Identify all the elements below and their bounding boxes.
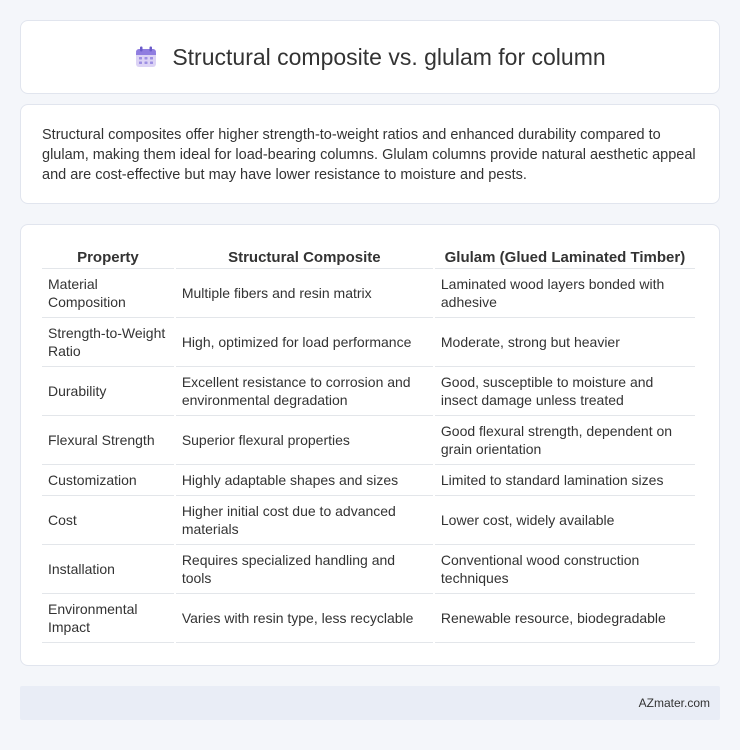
glulam-cell: Good, susceptible to moisture and insect damage unless treated — [435, 367, 695, 416]
composite-cell: Excellent resistance to corrosion and environmental degradation — [176, 367, 433, 416]
calendar-icon — [134, 45, 158, 69]
comparison-table — [40, 243, 697, 643]
glulam-cell: Conventional wood construction techniques — [435, 545, 695, 594]
title-card — [20, 20, 720, 94]
table-row — [42, 545, 695, 594]
property-cell: Installation — [42, 545, 174, 594]
table-row — [42, 318, 695, 367]
glulam-cell: Lower cost, widely available — [435, 496, 695, 545]
glulam-cell: Renewable resource, biodegradable — [435, 594, 695, 643]
page-title: Structural composite vs. glulam for column — [172, 43, 606, 70]
property-cell: Strength-to-Weight Ratio — [42, 318, 174, 367]
glulam-cell: Good flexural strength, dependent on grain orientation — [435, 416, 695, 465]
property-cell: Material Composition — [42, 269, 174, 318]
composite-cell: Requires specialized handling and tools — [176, 545, 433, 594]
property-cell: Cost — [42, 496, 174, 545]
summary-card — [20, 104, 720, 204]
table-row — [42, 496, 695, 545]
table-row — [42, 269, 695, 318]
composite-cell: Superior flexural properties — [176, 416, 433, 465]
footer-bar — [20, 686, 720, 720]
composite-cell: Multiple fibers and resin matrix — [176, 269, 433, 318]
property-cell: Customization — [42, 465, 174, 496]
composite-cell: Varies with resin type, less recyclable — [176, 594, 433, 643]
column-header-glulam: Glulam (Glued Laminated Timber) — [435, 243, 695, 269]
footer-brand: AZmater.com — [638, 696, 710, 710]
table-row — [42, 594, 695, 643]
property-cell: Environmental Impact — [42, 594, 174, 643]
glulam-cell: Limited to standard lamination sizes — [435, 465, 695, 496]
comparison-table-card — [20, 224, 720, 666]
glulam-cell: Moderate, strong but heavier — [435, 318, 695, 367]
property-cell: Durability — [42, 367, 174, 416]
property-cell: Flexural Strength — [42, 416, 174, 465]
summary-text: Structural composites offer higher strength-to-weight ratios and enhanced durability compared to glulam, making them ideal for load-bearing columns. Glulam columns provide natural aesthetic appeal and are cost-effective but may have lower resistance to moisture and pests. — [42, 127, 696, 183]
composite-cell: High, optimized for load performance — [176, 318, 433, 367]
composite-cell: Higher initial cost due to advanced materials — [176, 496, 433, 545]
table-header-row — [42, 243, 695, 269]
table-row — [42, 416, 695, 465]
composite-cell: Highly adaptable shapes and sizes — [176, 465, 433, 496]
table-row — [42, 367, 695, 416]
column-header-property: Property — [42, 243, 174, 269]
column-header-structural-composite: Structural Composite — [176, 243, 433, 269]
table-row — [42, 465, 695, 496]
glulam-cell: Laminated wood layers bonded with adhesive — [435, 269, 695, 318]
